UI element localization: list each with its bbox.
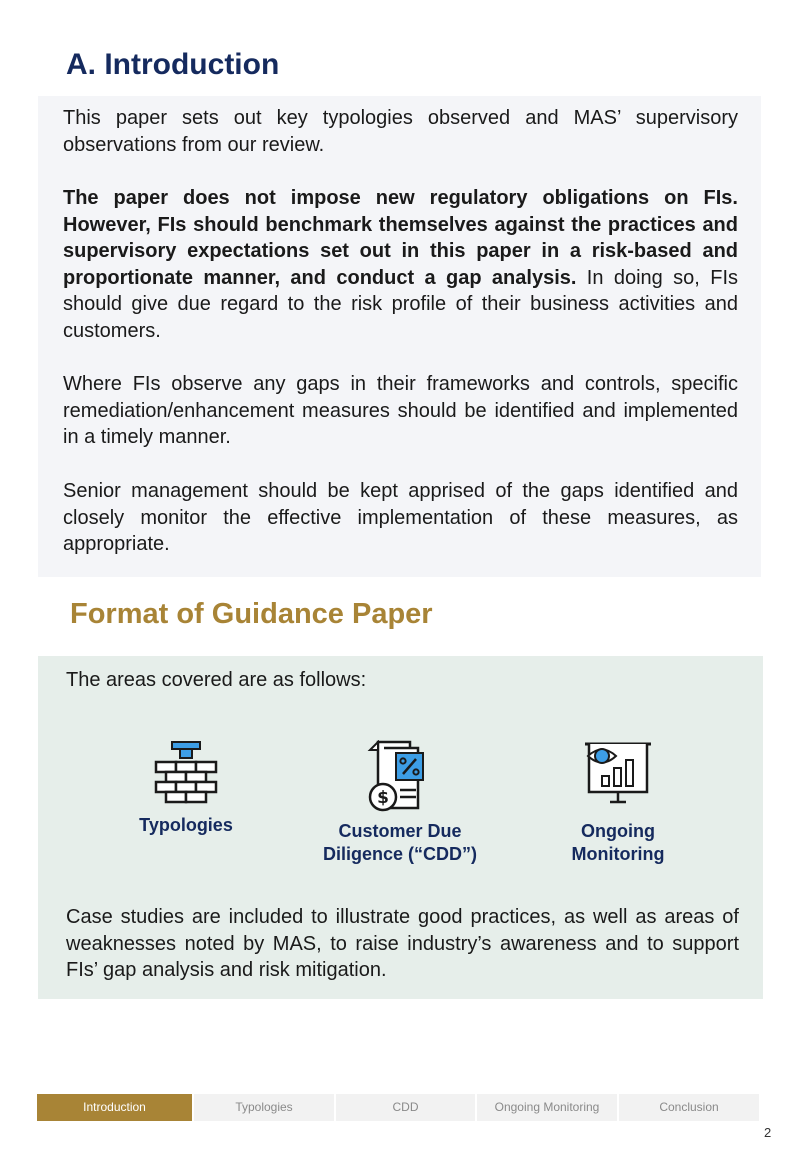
page-title: A. Introduction [66, 48, 280, 81]
area-cdd [300, 740, 500, 866]
document-percent-dollar-icon [366, 740, 434, 812]
area-label-cdd: Customer Due Diligence (“CDD”) [322, 821, 477, 864]
area-label-typologies: Typologies [139, 815, 233, 835]
nav-tab-conclusion[interactable]: Conclusion [619, 1094, 759, 1121]
chart-eye-board-icon [582, 740, 654, 812]
section-nav [37, 1094, 759, 1121]
area-ongoing-monitoring [518, 740, 718, 866]
area-label-ongoing-monitoring: Ongoing Monitoring [571, 821, 665, 864]
intro-paragraph-3: Where FIs observe any gaps in their frameworks and controls, specific remediation/enhancement measures should be identified and implemented in a timely manner. [63, 373, 738, 449]
intro-paragraph-1: This paper sets out key typologies observed and MAS’ supervisory observations from our review. [63, 107, 738, 156]
intro-paragraph-2-bold: The paper does not impose new regulatory obligations on FIs. However, FIs should benchmark themselves against the practices and supervisory expectations set out in this paper in a risk-based and proportionate manner, and conduct a gap analysis. [63, 187, 738, 289]
nav-tab-introduction[interactable]: Introduction [37, 1094, 192, 1121]
nav-tab-ongoing-monitoring[interactable]: Ongoing Monitoring [477, 1094, 617, 1121]
building-blocks-icon [152, 740, 220, 806]
case-studies-text: Case studies are included to illustrate good practices, as well as areas of weaknesses noted by MAS, to raise industry’s awareness and to support FIs’ gap analysis and risk mitigation. [66, 906, 739, 982]
format-panel [38, 656, 763, 999]
section-heading-format: Format of Guidance Paper [70, 598, 433, 630]
intro-paragraph-4: Senior management should be kept apprised of the gaps identified and closely monitor the effective implementation of these measures, as appropriate. [63, 480, 738, 556]
areas-lead-text: The areas covered are as follows: [66, 669, 367, 691]
page-number: 2 [764, 1125, 772, 1140]
nav-tab-cdd[interactable]: CDD [336, 1094, 475, 1121]
svg-text:$: $ [377, 788, 389, 808]
intro-paragraph-2-rest: In doing so, FIs should give due regard to the risk profile of their business activities and customers. [63, 266, 738, 342]
area-typologies [86, 740, 286, 837]
introduction-panel [38, 96, 761, 577]
nav-tab-typologies[interactable]: Typologies [194, 1094, 334, 1121]
intro-paragraph-2 [63, 185, 738, 345]
